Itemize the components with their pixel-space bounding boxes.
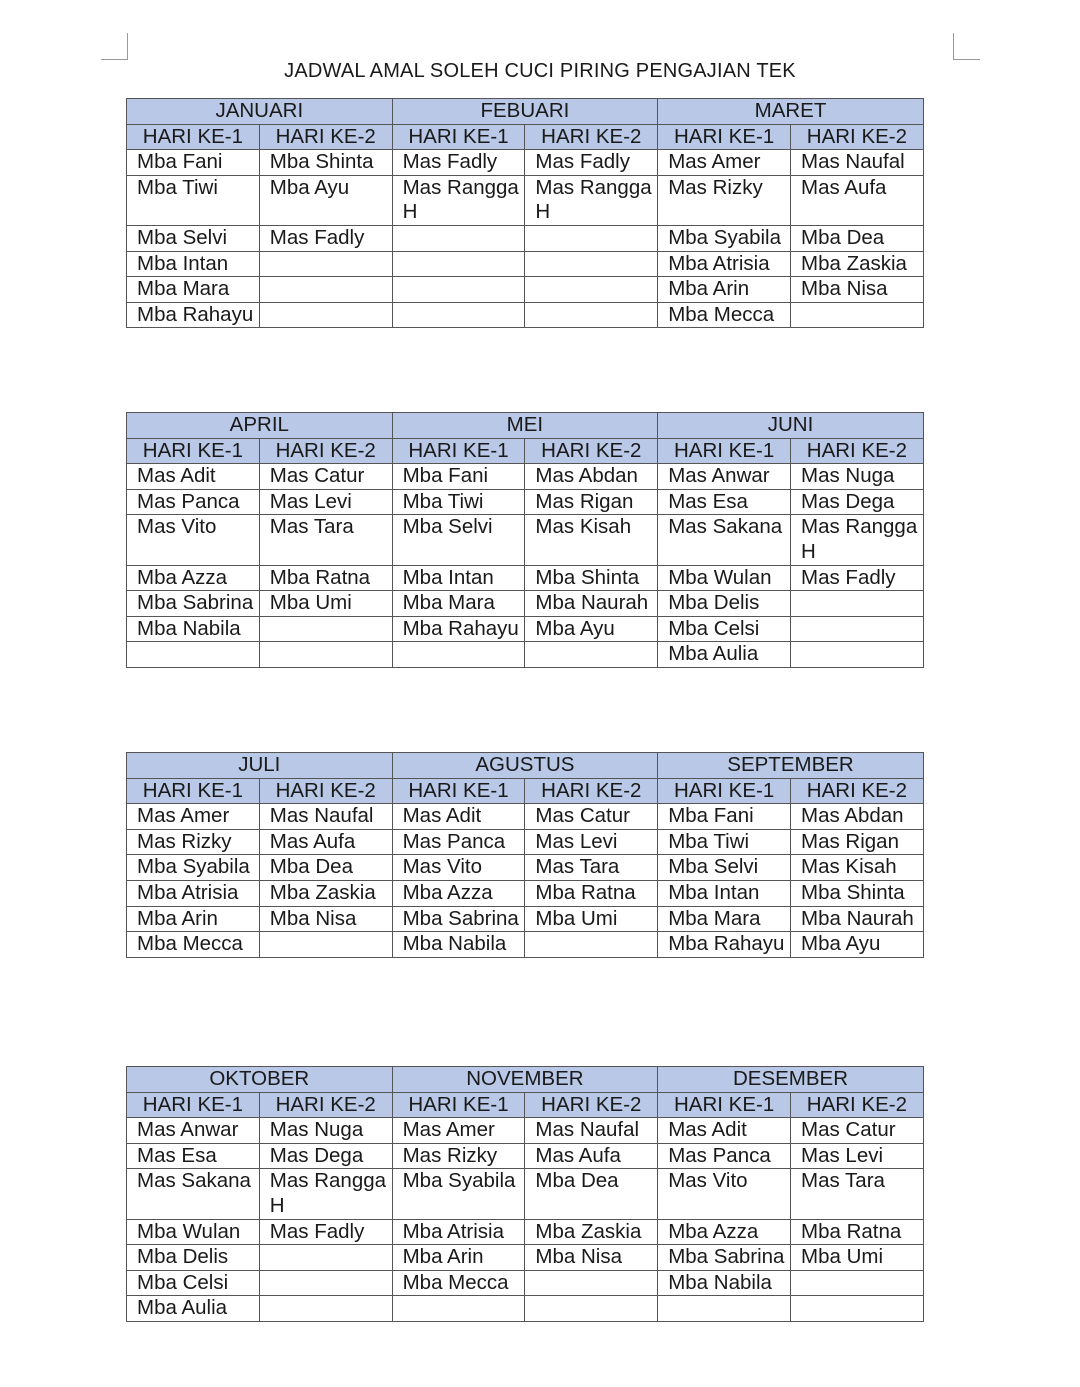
schedule-cell: Mba Tiwi bbox=[658, 829, 791, 855]
schedule-cell bbox=[259, 1245, 392, 1271]
schedule-cell: Mba Mecca bbox=[392, 1270, 525, 1296]
schedule-cell: Mba Nabila bbox=[392, 932, 525, 958]
schedule-body bbox=[127, 464, 924, 668]
schedule-cell: Mas Naufal bbox=[259, 804, 392, 830]
schedule-cell bbox=[658, 1296, 791, 1322]
schedule-cell: Mba Ratna bbox=[791, 1219, 924, 1245]
schedule-cell: Mba Dea bbox=[791, 225, 924, 251]
schedule-cell: Mba Selvi bbox=[658, 855, 791, 881]
day-header: HARI KE-2 bbox=[259, 1092, 392, 1118]
schedule-cell: Mba Umi bbox=[791, 1245, 924, 1271]
schedule-cell: Mba Atrisia bbox=[658, 251, 791, 277]
schedule-cell bbox=[525, 1270, 658, 1296]
schedule-cell bbox=[525, 932, 658, 958]
table-row bbox=[127, 906, 924, 932]
schedule-cell: Mas Aufa bbox=[259, 829, 392, 855]
table-row bbox=[127, 175, 924, 225]
table-row bbox=[127, 277, 924, 303]
schedule-cell: Mas Tara bbox=[525, 855, 658, 881]
day-header: HARI KE-1 bbox=[392, 438, 525, 464]
table-row bbox=[127, 225, 924, 251]
day-header: HARI KE-1 bbox=[658, 124, 791, 150]
schedule-cell: Mas Rigan bbox=[791, 829, 924, 855]
schedule-cell: Mba Wulan bbox=[658, 565, 791, 591]
schedule-cell: Mas Naufal bbox=[525, 1118, 658, 1144]
schedule-cell: Mas Panca bbox=[658, 1143, 791, 1169]
month-header: MARET bbox=[658, 99, 924, 125]
schedule-cell: Mas Adit bbox=[127, 464, 260, 490]
schedule-cell: Mas Esa bbox=[127, 1143, 260, 1169]
schedule-cell: Mba Dea bbox=[259, 855, 392, 881]
schedule-cell: Mba Rahayu bbox=[658, 932, 791, 958]
schedule-cell bbox=[127, 642, 260, 668]
day-header: HARI KE-2 bbox=[525, 1092, 658, 1118]
schedule-cell: Mas Levi bbox=[791, 1143, 924, 1169]
table-row bbox=[127, 616, 924, 642]
schedule-cell: Mba Selvi bbox=[127, 225, 260, 251]
schedule-cell bbox=[791, 1296, 924, 1322]
schedule-cell: Mas Tara bbox=[259, 515, 392, 565]
schedule-cell bbox=[259, 302, 392, 328]
schedule-table-q2 bbox=[126, 412, 924, 668]
schedule-cell: Mba Zaskia bbox=[259, 880, 392, 906]
schedule-cell bbox=[259, 1270, 392, 1296]
schedule-cell bbox=[525, 642, 658, 668]
day-header: HARI KE-1 bbox=[127, 124, 260, 150]
schedule-cell: Mas Abdan bbox=[525, 464, 658, 490]
schedule-cell: Mba Mara bbox=[392, 591, 525, 617]
month-header: MEI bbox=[392, 413, 658, 439]
month-header: FEBUARI bbox=[392, 99, 658, 125]
day-header: HARI KE-1 bbox=[127, 438, 260, 464]
page-corner-mark-top-right bbox=[953, 33, 980, 60]
schedule-body bbox=[127, 150, 924, 328]
schedule-cell: Mas Catur bbox=[791, 1118, 924, 1144]
schedule-cell: Mas Anwar bbox=[658, 464, 791, 490]
schedule-cell: Mba Delis bbox=[127, 1245, 260, 1271]
schedule-cell bbox=[392, 277, 525, 303]
schedule-cell: Mas Fadly bbox=[791, 565, 924, 591]
table-row bbox=[127, 464, 924, 490]
schedule-cell: Mba Rahayu bbox=[392, 616, 525, 642]
day-header: HARI KE-1 bbox=[127, 778, 260, 804]
schedule-cell: Mba Arin bbox=[658, 277, 791, 303]
schedule-cell: Mas Vito bbox=[658, 1169, 791, 1219]
table-row bbox=[127, 1296, 924, 1322]
schedule-table-q1 bbox=[126, 98, 924, 328]
schedule-cell: Mba Celsi bbox=[127, 1270, 260, 1296]
document-title: JADWAL AMAL SOLEH CUCI PIRING PENGAJIAN TEK bbox=[284, 60, 796, 82]
schedule-cell: Mba Nabila bbox=[658, 1270, 791, 1296]
schedule-cell bbox=[525, 302, 658, 328]
schedule-cell: Mba Sabrina bbox=[392, 906, 525, 932]
day-header: HARI KE-1 bbox=[127, 1092, 260, 1118]
schedule-cell: Mas Aufa bbox=[791, 175, 924, 225]
schedule-cell: Mba Shinta bbox=[259, 150, 392, 176]
schedule-cell: Mas Kisah bbox=[525, 515, 658, 565]
schedule-cell: Mba Naurah bbox=[791, 906, 924, 932]
schedule-cell: Mba Delis bbox=[658, 591, 791, 617]
day-header: HARI KE-1 bbox=[392, 1092, 525, 1118]
schedule-cell: Mas Amer bbox=[127, 804, 260, 830]
table-row bbox=[127, 855, 924, 881]
schedule-cell: Mba Mara bbox=[127, 277, 260, 303]
schedule-cell bbox=[259, 251, 392, 277]
schedule-cell: Mba Ayu bbox=[525, 616, 658, 642]
schedule-cell: Mba Fani bbox=[392, 464, 525, 490]
schedule-cell: Mba Azza bbox=[658, 1219, 791, 1245]
table-row bbox=[127, 515, 924, 565]
page-corner-mark-top-left bbox=[101, 33, 128, 60]
schedule-cell: Mba Azza bbox=[392, 880, 525, 906]
schedule-cell: Mas Dega bbox=[259, 1143, 392, 1169]
month-header: NOVEMBER bbox=[392, 1067, 658, 1093]
schedule-cell: Mba Mecca bbox=[127, 932, 260, 958]
schedule-cell: Mba Fani bbox=[658, 804, 791, 830]
schedule-cell: Mas Esa bbox=[658, 489, 791, 515]
schedule-cell: Mba Arin bbox=[392, 1245, 525, 1271]
month-header: JUNI bbox=[658, 413, 924, 439]
schedule-cell: Mba Fani bbox=[127, 150, 260, 176]
month-header: JANUARI bbox=[127, 99, 393, 125]
schedule-cell bbox=[791, 1270, 924, 1296]
schedule-cell: Mba Selvi bbox=[392, 515, 525, 565]
schedule-cell bbox=[791, 616, 924, 642]
schedule-cell: Mas Fadly bbox=[525, 150, 658, 176]
schedule-cell: Mas Kisah bbox=[791, 855, 924, 881]
table-row bbox=[127, 1143, 924, 1169]
schedule-cell: Mba Aulia bbox=[658, 642, 791, 668]
schedule-cell: Mas Naufal bbox=[791, 150, 924, 176]
day-header: HARI KE-1 bbox=[392, 124, 525, 150]
schedule-cell: Mba Celsi bbox=[658, 616, 791, 642]
schedule-cell: Mba Zaskia bbox=[791, 251, 924, 277]
day-header: HARI KE-1 bbox=[658, 778, 791, 804]
schedule-cell: Mas Nuga bbox=[791, 464, 924, 490]
schedule-cell bbox=[392, 302, 525, 328]
schedule-cell: Mas Panca bbox=[127, 489, 260, 515]
schedule-cell: Mas Amer bbox=[392, 1118, 525, 1144]
day-header: HARI KE-2 bbox=[791, 438, 924, 464]
schedule-cell: Mas Vito bbox=[127, 515, 260, 565]
day-header: HARI KE-2 bbox=[259, 778, 392, 804]
schedule-cell: Mba Syabila bbox=[658, 225, 791, 251]
table-row bbox=[127, 880, 924, 906]
schedule-cell: Mba Syabila bbox=[127, 855, 260, 881]
schedule-cell: Mba Nisa bbox=[791, 277, 924, 303]
schedule-cell: Mas Amer bbox=[658, 150, 791, 176]
schedule-cell: Mas Levi bbox=[525, 829, 658, 855]
table-row bbox=[127, 565, 924, 591]
schedule-cell bbox=[259, 932, 392, 958]
month-header: DESEMBER bbox=[658, 1067, 924, 1093]
table-row bbox=[127, 1219, 924, 1245]
day-header: HARI KE-2 bbox=[525, 778, 658, 804]
schedule-body bbox=[127, 804, 924, 958]
schedule-cell: Mas Rizky bbox=[658, 175, 791, 225]
schedule-cell: Mba Ayu bbox=[791, 932, 924, 958]
schedule-cell bbox=[525, 251, 658, 277]
table-row bbox=[127, 302, 924, 328]
schedule-cell: Mba Syabila bbox=[392, 1169, 525, 1219]
schedule-cell: Mas Panca bbox=[392, 829, 525, 855]
schedule-cell: Mba Sabrina bbox=[127, 591, 260, 617]
day-header: HARI KE-1 bbox=[392, 778, 525, 804]
day-header: HARI KE-2 bbox=[791, 1092, 924, 1118]
day-header: HARI KE-1 bbox=[658, 1092, 791, 1118]
schedule-cell: Mas Fadly bbox=[259, 225, 392, 251]
schedule-cell bbox=[259, 642, 392, 668]
schedule-cell: Mba Ayu bbox=[259, 175, 392, 225]
schedule-cell: Mba Shinta bbox=[791, 880, 924, 906]
day-header: HARI KE-2 bbox=[525, 124, 658, 150]
table-row bbox=[127, 642, 924, 668]
schedule-cell: Mba Mecca bbox=[658, 302, 791, 328]
schedule-cell bbox=[392, 642, 525, 668]
table-row bbox=[127, 1118, 924, 1144]
day-header: HARI KE-2 bbox=[259, 438, 392, 464]
schedule-cell: Mba Umi bbox=[259, 591, 392, 617]
schedule-table-q4 bbox=[126, 1066, 924, 1322]
schedule-cell bbox=[525, 277, 658, 303]
schedule-cell: Mba Rahayu bbox=[127, 302, 260, 328]
schedule-cell: Mas Rangga H bbox=[259, 1169, 392, 1219]
table-row bbox=[127, 489, 924, 515]
schedule-cell bbox=[259, 1296, 392, 1322]
day-header: HARI KE-2 bbox=[791, 778, 924, 804]
schedule-cell: Mas Aufa bbox=[525, 1143, 658, 1169]
schedule-cell: Mba Aulia bbox=[127, 1296, 260, 1322]
schedule-cell: Mba Nisa bbox=[259, 906, 392, 932]
schedule-cell: Mas Levi bbox=[259, 489, 392, 515]
schedule-cell bbox=[791, 591, 924, 617]
schedule-cell bbox=[525, 1296, 658, 1322]
month-header: SEPTEMBER bbox=[658, 753, 924, 779]
schedule-cell: Mba Shinta bbox=[525, 565, 658, 591]
table-row bbox=[127, 829, 924, 855]
schedule-cell: Mas Rangga H bbox=[525, 175, 658, 225]
month-header: AGUSTUS bbox=[392, 753, 658, 779]
month-header: APRIL bbox=[127, 413, 393, 439]
table-row bbox=[127, 1169, 924, 1219]
schedule-cell: Mba Tiwi bbox=[392, 489, 525, 515]
schedule-cell: Mba Naurah bbox=[525, 591, 658, 617]
table-row bbox=[127, 804, 924, 830]
schedule-cell bbox=[392, 251, 525, 277]
schedule-cell: Mba Atrisia bbox=[127, 880, 260, 906]
schedule-cell bbox=[392, 1296, 525, 1322]
schedule-cell: Mba Nisa bbox=[525, 1245, 658, 1271]
schedule-cell bbox=[259, 616, 392, 642]
month-header: OKTOBER bbox=[127, 1067, 393, 1093]
schedule-cell bbox=[791, 302, 924, 328]
schedule-cell: Mas Sakana bbox=[658, 515, 791, 565]
schedule-cell: Mas Vito bbox=[392, 855, 525, 881]
table-row bbox=[127, 251, 924, 277]
schedule-cell: Mba Mara bbox=[658, 906, 791, 932]
schedule-cell: Mba Intan bbox=[392, 565, 525, 591]
schedule-cell bbox=[791, 642, 924, 668]
schedule-cell: Mas Rizky bbox=[127, 829, 260, 855]
schedule-cell: Mba Nabila bbox=[127, 616, 260, 642]
day-header: HARI KE-2 bbox=[259, 124, 392, 150]
schedule-cell: Mas Dega bbox=[791, 489, 924, 515]
schedule-table-q3 bbox=[126, 752, 924, 958]
schedule-cell: Mas Anwar bbox=[127, 1118, 260, 1144]
month-header: JULI bbox=[127, 753, 393, 779]
table-row bbox=[127, 150, 924, 176]
schedule-cell: Mas Catur bbox=[525, 804, 658, 830]
table-row bbox=[127, 591, 924, 617]
schedule-cell: Mba Umi bbox=[525, 906, 658, 932]
schedule-cell: Mba Ratna bbox=[259, 565, 392, 591]
schedule-cell: Mas Fadly bbox=[259, 1219, 392, 1245]
schedule-cell: Mba Zaskia bbox=[525, 1219, 658, 1245]
schedule-cell: Mba Intan bbox=[127, 251, 260, 277]
schedule-cell: Mas Catur bbox=[259, 464, 392, 490]
schedule-cell: Mas Rigan bbox=[525, 489, 658, 515]
schedule-cell: Mas Rizky bbox=[392, 1143, 525, 1169]
schedule-cell: Mba Intan bbox=[658, 880, 791, 906]
table-row bbox=[127, 932, 924, 958]
schedule-cell: Mba Ratna bbox=[525, 880, 658, 906]
day-header: HARI KE-2 bbox=[791, 124, 924, 150]
schedule-cell bbox=[392, 225, 525, 251]
schedule-cell bbox=[525, 225, 658, 251]
schedule-cell: Mas Sakana bbox=[127, 1169, 260, 1219]
day-header: HARI KE-2 bbox=[525, 438, 658, 464]
schedule-cell: Mas Rangga H bbox=[392, 175, 525, 225]
schedule-cell: Mba Azza bbox=[127, 565, 260, 591]
schedule-cell: Mba Sabrina bbox=[658, 1245, 791, 1271]
schedule-cell: Mba Atrisia bbox=[392, 1219, 525, 1245]
schedule-body bbox=[127, 1118, 924, 1322]
schedule-cell: Mas Adit bbox=[392, 804, 525, 830]
schedule-cell: Mas Abdan bbox=[791, 804, 924, 830]
schedule-cell: Mas Adit bbox=[658, 1118, 791, 1144]
schedule-cell: Mba Dea bbox=[525, 1169, 658, 1219]
schedule-cell: Mas Rangga H bbox=[791, 515, 924, 565]
day-header: HARI KE-1 bbox=[658, 438, 791, 464]
schedule-cell: Mba Wulan bbox=[127, 1219, 260, 1245]
table-row bbox=[127, 1245, 924, 1271]
schedule-cell: Mas Fadly bbox=[392, 150, 525, 176]
table-row bbox=[127, 1270, 924, 1296]
schedule-cell bbox=[259, 277, 392, 303]
schedule-cell: Mba Tiwi bbox=[127, 175, 260, 225]
schedule-cell: Mas Nuga bbox=[259, 1118, 392, 1144]
schedule-cell: Mas Tara bbox=[791, 1169, 924, 1219]
schedule-cell: Mba Arin bbox=[127, 906, 260, 932]
